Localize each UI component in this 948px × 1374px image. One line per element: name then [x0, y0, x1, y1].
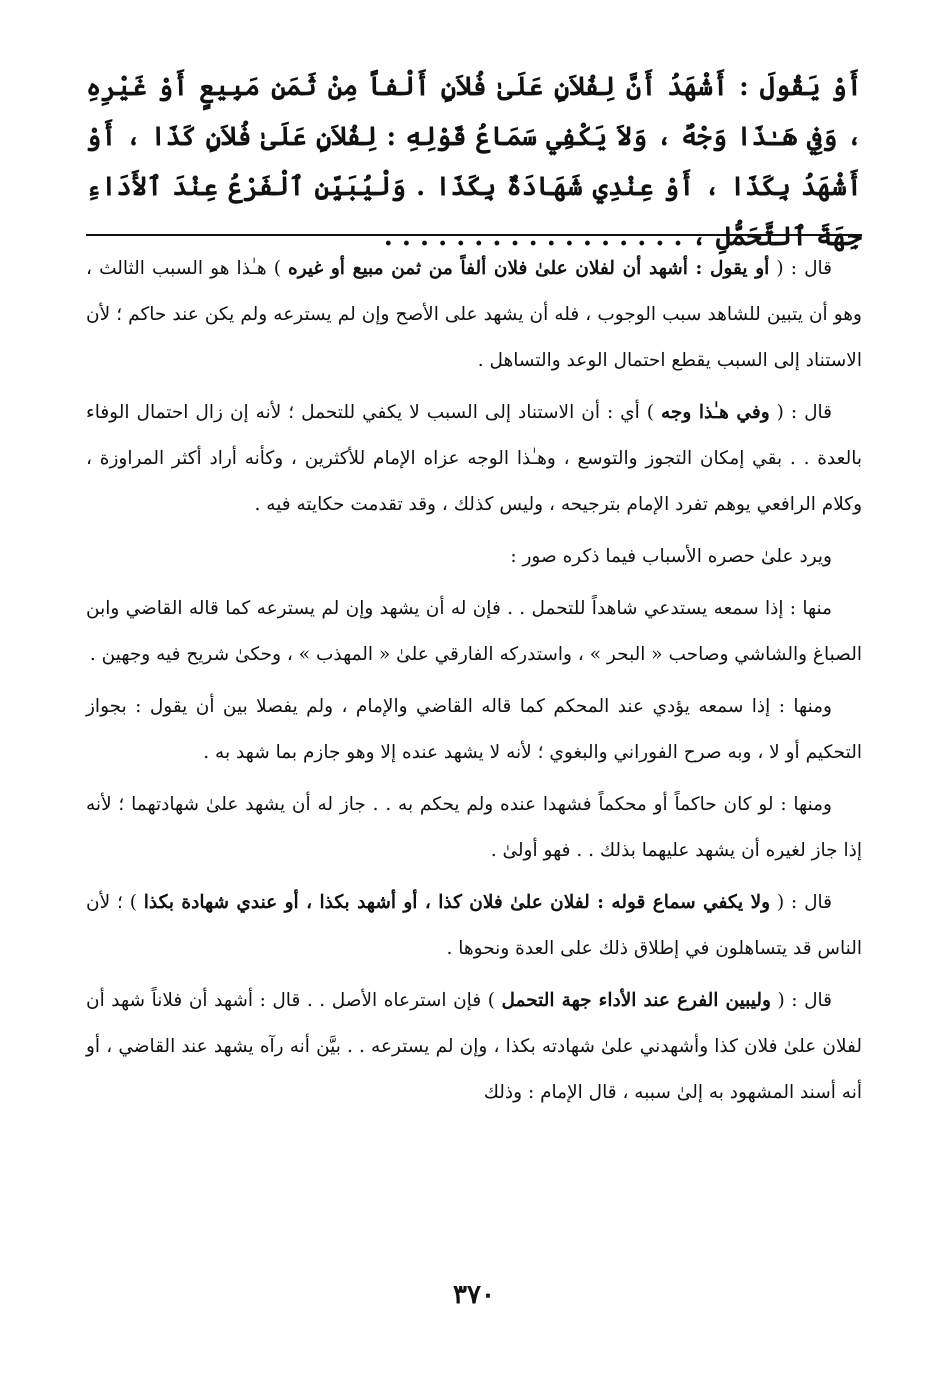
paragraph-text: منها : إذا سمعه يستدعي شاهداً للتحمل . . فإن له أن يشهد وإن لم يسترعه كما قاله القاضي وابن الصباغ والشاشي وصاحب « البحر » ، واستدركه الفارقي علىٰ « المهذب » ، وحكىٰ شريح فيه وجهين .: [86, 598, 862, 665]
matn-text-block: [86, 62, 862, 262]
commentary-paragraph-4: [86, 586, 862, 678]
commentary-paragraph-2: [86, 390, 862, 528]
commentary-paragraph-1: [86, 246, 862, 384]
paragraph-text: ومنها : إذا سمعه يؤدي عند المحكم كما قاله القاضي والإمام ، ولم يفصلا بين أن يقول : بجواز التحكيم أو لا ، وبه صرح الفوراني والبغوي ؛ لأنه لا يشهد عنده إلا وهو جازم بما شهد به .: [86, 696, 862, 763]
paragraph-text: ومنها : لو كان حاكماً أو محكماً فشهدا عنده ولم يحكم به . . جاز له أن يشهد علىٰ شهادتهما ؛ لأنه إذا جاز لغيره أن يشهد عليهما بذلك . . فهو أولىٰ .: [86, 794, 862, 861]
page-number: ٣٧٠: [453, 1280, 495, 1310]
commentary-paragraph-6: [86, 782, 862, 874]
paragraph-lead: قال : (: [769, 402, 832, 423]
paragraph-text: ) فإن استرعاه الأصل . . قال : أشهد أن فلاناً شهد أن لفلان علىٰ فلان كذا وأشهدني علىٰ شهادته بكذا ، وإن لم يسترعه . . بيَّن أنه رآه يشهد عند القاضي ، أو أنه أسند المشهود به إلىٰ سببه ، قال الإمام : وذلك: [86, 990, 862, 1103]
paragraph-lead: قال : (: [770, 990, 832, 1011]
paragraph-text: ) ؛ لأن الناس قد يتساهلون في إطلاق ذلك على العدة ونحوها .: [86, 892, 862, 959]
paragraph-text: ويرد علىٰ حصره الأسباب فيما ذكره صور :: [510, 546, 832, 567]
quoted-matn: أو يقول : أشهد أن لفلان علىٰ فلان ألفاً من ثمن مبيع أو غيره: [288, 258, 770, 279]
commentary-block: [86, 246, 862, 1122]
commentary-paragraph-7: [86, 880, 862, 972]
commentary-paragraph-3: [86, 534, 862, 580]
quoted-matn: ولا يكفي سماع قوله : لفلان علىٰ فلان كذا ، أو أشهد بكذا ، أو عندي شهادة بكذا: [143, 892, 771, 913]
paragraph-text: ) هـٰذا هو السبب الثالث ، وهو أن يتبين للشاهد سبب الوجوب ، فله أن يشهد على الأصح وإن لم يسترعه ولم يكن عند حاكم ؛ لأن الاستناد إلى السبب يقطع احتمال الوعد والتساهل .: [86, 258, 862, 371]
paragraph-lead: قال : (: [770, 892, 832, 913]
paragraph-lead: قال : (: [769, 258, 833, 279]
matn-paragraph: أَوْ يَقُولَ : أَشْهَدُ أَنَّ لِفُلاَنٍ عَلَىٰ فُلاَنٍ أَلْفاً مِنْ ثَمَنِ مَبِيعٍ أَوْ غَيْرِهِ ، وَفِي هَـٰذَا وَجْهٌ ، وَلاَ يَكْفِي سَمَاعُ قَوْلِهِ : لِفُلاَنٍ عَلَىٰ فُلاَنٍ كَذَا ، أَوْ أَشْهَدُ بِكَذَا ، أَوْ عِنْدِي شَهَادَةٌ بِكَذَا . وَلْيُبَيِّنِ ٱلْفَرْعُ عِنْدَ ٱلأَدَاءِ جِهَةَ ٱلتَّحَمُّلِ ، . . . . . . . . . . . . . . . . .: [86, 72, 862, 252]
quoted-matn: وفي هـٰذا وجه: [661, 402, 770, 423]
quoted-matn: وليبين الفرع عند الأداء جهة التحمل: [501, 990, 771, 1011]
commentary-paragraph-8: [86, 978, 862, 1116]
paragraph-text: ) أي : أن الاستناد إلى السبب لا يكفي للتحمل ؛ لأنه إن زال احتمال الوفاء بالعدة . . بقي إمكان التجوز والتوسع ، وهـٰذا الوجه عزاه الإمام للأكثرين ، وكأنه أراد أكثر المراوزة ، وكلام الرافعي يوهم تفرد الإمام بترجيحه ، وليس كذلك ، وقد تقدمت حكايته فيه .: [86, 402, 862, 515]
commentary-paragraph-5: [86, 684, 862, 776]
footnote-divider: [86, 234, 862, 236]
